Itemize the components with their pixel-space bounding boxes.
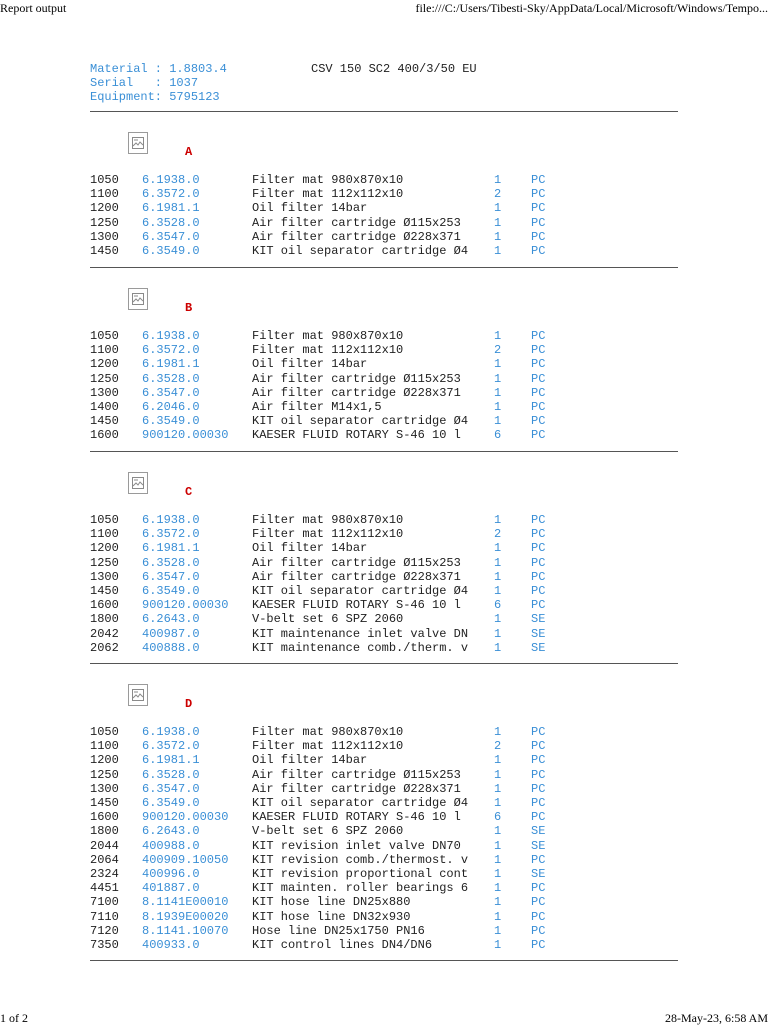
broken-image-icon: [128, 472, 148, 494]
part-number-cell: 6.2643.0: [142, 612, 200, 627]
description-cell: Oil filter 14bar: [252, 753, 368, 768]
unit-cell: PC: [531, 173, 546, 187]
description-cell: Air filter cartridge Ø228x371: [252, 229, 461, 244]
description-cell: Air filter cartridge Ø228x371: [252, 781, 461, 796]
position-cell: 1450: [90, 796, 119, 810]
divider: [90, 267, 678, 268]
unit-cell: PC: [531, 895, 546, 910]
quantity-cell: 1: [494, 173, 502, 187]
description-cell: Oil filter 14bar: [252, 541, 368, 556]
unit-cell: PC: [531, 767, 546, 782]
unit-cell: PC: [531, 753, 546, 768]
quantity-cell: 1: [494, 838, 502, 853]
unit-cell: SE: [531, 626, 546, 641]
position-cell: 1100: [90, 739, 119, 754]
quantity-cell: 2: [494, 739, 502, 754]
quantity-cell: 1: [494, 201, 502, 216]
unit-cell: PC: [531, 810, 546, 825]
position-cell: 4451: [90, 881, 119, 896]
quantity-cell: 1: [494, 329, 502, 343]
part-number-cell: 6.3549.0: [142, 796, 200, 810]
page-counter: 1 of 2: [0, 1011, 28, 1025]
description-cell: KIT mainten. roller bearings 6: [252, 881, 469, 896]
broken-image-icon: [128, 132, 148, 154]
description-cell: Filter mat 112x112x10: [252, 187, 404, 202]
part-number-cell: 6.2046.0: [142, 400, 200, 414]
unit-cell: PC: [531, 598, 546, 613]
unit-cell: PC: [531, 739, 546, 754]
part-number-cell: 6.3528.0: [142, 371, 200, 386]
description-cell: Air filter cartridge Ø115x253: [252, 215, 461, 230]
part-number-cell: 8.1141.10070: [142, 923, 229, 938]
broken-image-icon: [128, 684, 148, 706]
quantity-cell: 1: [494, 640, 502, 655]
quantity-cell: 1: [494, 555, 502, 570]
position-cell: 1200: [90, 753, 119, 768]
part-number-cell: 400888.0: [142, 640, 200, 655]
description-cell: KIT maintenance inlet valve DN: [252, 626, 469, 641]
description-cell: KIT maintenance comb./therm. v: [252, 640, 469, 655]
part-number-cell: 401887.0: [142, 881, 200, 896]
unit-cell: PC: [531, 244, 546, 258]
part-number-cell: 400933.0: [142, 938, 200, 952]
position-cell: 1200: [90, 541, 119, 556]
position-cell: 1800: [90, 612, 119, 627]
unit-cell: PC: [531, 881, 546, 896]
part-number-cell: 8.1939E00020: [142, 909, 229, 924]
position-cell: 7100: [90, 895, 119, 910]
unit-cell: PC: [531, 569, 546, 584]
part-number-cell: 900120.00030: [142, 810, 229, 825]
part-number-cell: 900120.00030: [142, 428, 229, 443]
unit-cell: PC: [531, 187, 546, 202]
unit-cell: PC: [531, 852, 546, 867]
equipment-meta: [90, 62, 227, 105]
position-cell: 1450: [90, 584, 119, 598]
position-cell: 1600: [90, 428, 119, 443]
part-number-cell: 400909.10050: [142, 852, 229, 867]
position-cell: 1200: [90, 201, 119, 216]
quantity-cell: 1: [494, 767, 502, 782]
part-number-cell: 6.1981.1: [142, 753, 200, 768]
description-cell: KIT hose line DN32x930: [252, 909, 411, 924]
part-number-cell: 6.3572.0: [142, 187, 200, 202]
description-cell: Oil filter 14bar: [252, 357, 368, 372]
part-number-cell: 6.1981.1: [142, 357, 200, 372]
quantity-cell: 1: [494, 569, 502, 584]
machine-title: CSV 150 SC2 400/3/50 EU: [311, 62, 477, 76]
part-number-cell: 6.3528.0: [142, 215, 200, 230]
unit-cell: PC: [531, 385, 546, 400]
print-timestamp: 28-May-23, 6:58 AM: [665, 1011, 768, 1025]
part-number-cell: 6.3549.0: [142, 244, 200, 258]
unit-cell: PC: [531, 584, 546, 598]
divider: [90, 663, 678, 664]
part-number-cell: 6.1938.0: [142, 725, 200, 739]
quantity-cell: 1: [494, 414, 502, 429]
quantity-cell: 1: [494, 584, 502, 598]
section-label: D: [185, 697, 193, 711]
quantity-cell: 1: [494, 215, 502, 230]
unit-cell: PC: [531, 938, 546, 952]
position-cell: 1450: [90, 244, 119, 258]
unit-cell: PC: [531, 371, 546, 386]
part-number-cell: 6.1938.0: [142, 329, 200, 343]
unit-cell: PC: [531, 541, 546, 556]
divider: [90, 111, 678, 112]
part-number-cell: 900120.00030: [142, 598, 229, 613]
description-cell: Air filter M14x1,5: [252, 400, 382, 414]
part-number-cell: 6.3572.0: [142, 343, 200, 358]
position-cell: 2064: [90, 852, 119, 867]
section-label: A: [185, 145, 193, 159]
quantity-cell: 1: [494, 400, 502, 414]
section-label: B: [185, 301, 193, 315]
position-cell: 1600: [90, 598, 119, 613]
description-cell: Filter mat 980x870x10: [252, 329, 404, 343]
part-number-cell: 400987.0: [142, 626, 200, 641]
description-cell: KIT revision proportional cont: [252, 867, 469, 881]
print-header-title: Report output: [0, 1, 67, 15]
quantity-cell: 6: [494, 428, 502, 443]
quantity-cell: 1: [494, 909, 502, 924]
description-cell: Filter mat 980x870x10: [252, 725, 404, 739]
description-cell: KIT oil separator cartridge Ø4: [252, 584, 469, 598]
description-cell: Hose line DN25x1750 PN16: [252, 923, 425, 938]
quantity-cell: 1: [494, 725, 502, 739]
unit-cell: PC: [531, 428, 546, 443]
description-cell: Oil filter 14bar: [252, 201, 368, 216]
quantity-cell: 2: [494, 343, 502, 358]
broken-image-icon: [128, 288, 148, 310]
position-cell: 1800: [90, 824, 119, 839]
position-cell: 1450: [90, 414, 119, 429]
description-cell: KIT revision inlet valve DN70: [252, 838, 461, 853]
position-cell: 7350: [90, 938, 119, 952]
unit-cell: SE: [531, 867, 546, 881]
unit-cell: SE: [531, 612, 546, 627]
divider: [90, 451, 678, 452]
position-cell: 1050: [90, 173, 119, 187]
part-number-cell: 8.1141E00010: [142, 895, 229, 910]
quantity-cell: 1: [494, 371, 502, 386]
unit-cell: PC: [531, 343, 546, 358]
quantity-cell: 1: [494, 881, 502, 896]
position-cell: 1300: [90, 385, 119, 400]
part-number-cell: 6.3528.0: [142, 555, 200, 570]
unit-cell: SE: [531, 838, 546, 853]
part-number-cell: 6.3549.0: [142, 584, 200, 598]
part-number-cell: 6.3572.0: [142, 739, 200, 754]
position-cell: 1400: [90, 400, 119, 414]
part-number-cell: 6.1938.0: [142, 173, 200, 187]
unit-cell: PC: [531, 229, 546, 244]
divider: [90, 960, 678, 961]
position-cell: 1250: [90, 215, 119, 230]
quantity-cell: 1: [494, 852, 502, 867]
position-cell: 1250: [90, 555, 119, 570]
quantity-cell: 2: [494, 527, 502, 542]
unit-cell: PC: [531, 527, 546, 542]
quantity-cell: 1: [494, 612, 502, 627]
quantity-cell: 1: [494, 385, 502, 400]
part-number-cell: 6.3528.0: [142, 767, 200, 782]
unit-cell: PC: [531, 414, 546, 429]
description-cell: KAESER FLUID ROTARY S-46 10 l: [252, 598, 461, 613]
unit-cell: SE: [531, 824, 546, 839]
unit-cell: PC: [531, 215, 546, 230]
position-cell: 1300: [90, 229, 119, 244]
description-cell: Filter mat 980x870x10: [252, 173, 404, 187]
position-cell: 1050: [90, 513, 119, 527]
description-cell: Air filter cartridge Ø228x371: [252, 569, 461, 584]
part-number-cell: 6.2643.0: [142, 824, 200, 839]
quantity-cell: 2: [494, 187, 502, 202]
position-cell: 7110: [90, 909, 119, 924]
quantity-cell: 1: [494, 244, 502, 258]
position-cell: 1100: [90, 343, 119, 358]
part-number-cell: 6.3549.0: [142, 414, 200, 429]
description-cell: Filter mat 980x870x10: [252, 513, 404, 527]
position-cell: 1250: [90, 767, 119, 782]
position-cell: 2062: [90, 640, 119, 655]
section-label: C: [185, 485, 193, 499]
description-cell: Filter mat 112x112x10: [252, 739, 404, 754]
quantity-cell: 6: [494, 810, 502, 825]
position-cell: 1200: [90, 357, 119, 372]
unit-cell: PC: [531, 513, 546, 527]
unit-cell: PC: [531, 725, 546, 739]
quantity-cell: 6: [494, 598, 502, 613]
part-number-cell: 6.1938.0: [142, 513, 200, 527]
part-number-cell: 6.3547.0: [142, 229, 200, 244]
unit-cell: PC: [531, 400, 546, 414]
unit-cell: PC: [531, 781, 546, 796]
serial-line: Serial : 1037: [90, 76, 199, 91]
quantity-cell: 1: [494, 796, 502, 810]
position-cell: 1300: [90, 781, 119, 796]
position-cell: 2042: [90, 626, 119, 641]
quantity-cell: 1: [494, 781, 502, 796]
description-cell: Filter mat 112x112x10: [252, 343, 404, 358]
unit-cell: PC: [531, 357, 546, 372]
part-number-cell: 400996.0: [142, 867, 200, 881]
part-number-cell: 6.1981.1: [142, 541, 200, 556]
quantity-cell: 1: [494, 867, 502, 881]
position-cell: 1100: [90, 187, 119, 202]
quantity-cell: 1: [494, 229, 502, 244]
position-cell: 1600: [90, 810, 119, 825]
description-cell: Air filter cartridge Ø115x253: [252, 371, 461, 386]
position-cell: 2044: [90, 838, 119, 853]
description-cell: KIT revision comb./thermost. v: [252, 852, 469, 867]
unit-cell: PC: [531, 201, 546, 216]
quantity-cell: 1: [494, 541, 502, 556]
position-cell: 1050: [90, 725, 119, 739]
position-cell: 1250: [90, 371, 119, 386]
description-cell: KIT hose line DN25x880: [252, 895, 411, 910]
description-cell: Air filter cartridge Ø115x253: [252, 555, 461, 570]
equipment-line: Equipment: 5795123: [90, 90, 220, 105]
position-cell: 2324: [90, 867, 119, 881]
unit-cell: PC: [531, 555, 546, 570]
part-number-cell: 6.3547.0: [142, 385, 200, 400]
quantity-cell: 1: [494, 938, 502, 952]
quantity-cell: 1: [494, 753, 502, 768]
unit-cell: SE: [531, 640, 546, 655]
position-cell: 1300: [90, 569, 119, 584]
description-cell: KIT control lines DN4/DN6: [252, 938, 433, 952]
part-number-cell: 6.1981.1: [142, 201, 200, 216]
quantity-cell: 1: [494, 626, 502, 641]
description-cell: KIT oil separator cartridge Ø4: [252, 796, 469, 810]
part-number-cell: 6.3547.0: [142, 781, 200, 796]
material-line: Material : 1.8803.4: [90, 62, 227, 76]
unit-cell: PC: [531, 909, 546, 924]
unit-cell: PC: [531, 329, 546, 343]
part-number-cell: 400988.0: [142, 838, 200, 853]
quantity-cell: 1: [494, 923, 502, 938]
description-cell: V-belt set 6 SPZ 2060: [252, 612, 404, 627]
description-cell: KAESER FLUID ROTARY S-46 10 l: [252, 810, 461, 825]
quantity-cell: 1: [494, 357, 502, 372]
unit-cell: PC: [531, 923, 546, 938]
quantity-cell: 1: [494, 895, 502, 910]
description-cell: V-belt set 6 SPZ 2060: [252, 824, 404, 839]
description-cell: KAESER FLUID ROTARY S-46 10 l: [252, 428, 461, 443]
description-cell: KIT oil separator cartridge Ø4: [252, 414, 469, 429]
quantity-cell: 1: [494, 513, 502, 527]
description-cell: Filter mat 112x112x10: [252, 527, 404, 542]
position-cell: 1050: [90, 329, 119, 343]
position-cell: 7120: [90, 923, 119, 938]
position-cell: 1100: [90, 527, 119, 542]
part-number-cell: 6.3547.0: [142, 569, 200, 584]
description-cell: KIT oil separator cartridge Ø4: [252, 244, 469, 258]
print-header-url: file:///C:/Users/Tibesti-Sky/AppData/Local/Microsoft/Windows/Tempo...: [415, 1, 768, 15]
description-cell: Air filter cartridge Ø228x371: [252, 385, 461, 400]
unit-cell: PC: [531, 796, 546, 810]
part-number-cell: 6.3572.0: [142, 527, 200, 542]
quantity-cell: 1: [494, 824, 502, 839]
description-cell: Air filter cartridge Ø115x253: [252, 767, 461, 782]
